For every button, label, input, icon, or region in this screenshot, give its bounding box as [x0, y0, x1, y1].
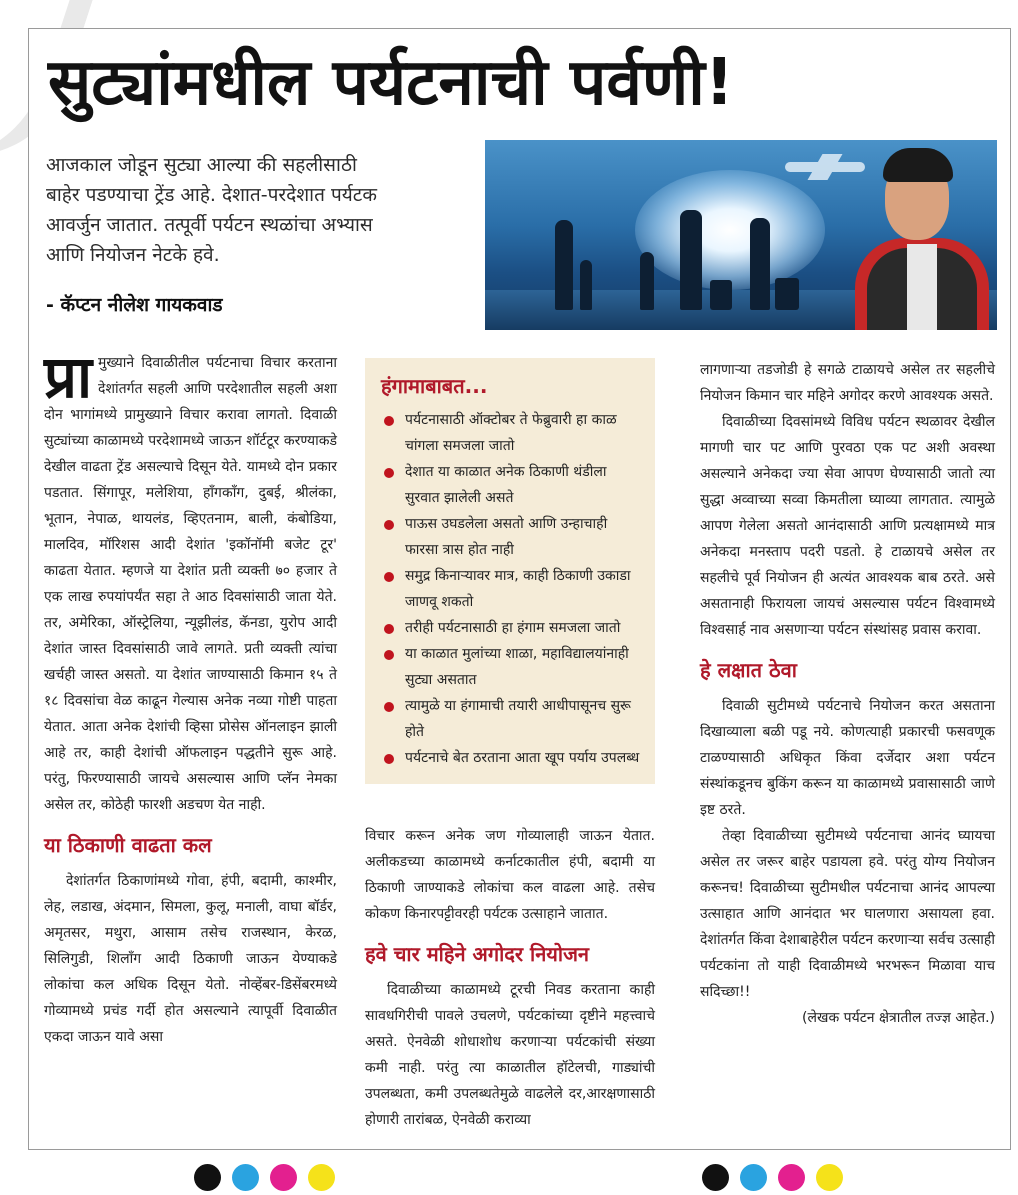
- traveler-silhouette: [555, 220, 573, 310]
- list-item: पर्यटनाचे बेत ठरताना आता खूप पर्याय उपलब्ध: [381, 745, 641, 771]
- list-item: देशात या काळात अनेक ठिकाणी थंडीला सुरवात झालेली असते: [381, 459, 641, 511]
- traveler-silhouette: [580, 260, 592, 310]
- headline: सुट्यांमधील पर्यटनाची पर्वणी!: [48, 46, 734, 120]
- registration-dot: [816, 1164, 843, 1191]
- season-info-box: [365, 358, 655, 784]
- column-1: [44, 343, 337, 1050]
- registration-dot: [778, 1164, 805, 1191]
- box-list: [381, 407, 641, 771]
- paragraph: दिवाळीच्या दिवसांमध्ये विविध पर्यटन स्थळावर देखील मागणी चार पट आणि पुरवठा एक पट अशी अवस्था असल्याने अनेकदा ज्या सेवा आपण घेण्यासाठी जातो त्या सुद्धा अव्वाच्या सव्वा किमतीला घ्याव्या लागतात. त्यामुळे आपण गेलेला असतो आनंदासाठी आणि प्रत्यक्षामध्ये मात्र अनेकदा मनस्ताप पदरी पडतो. हे टाळायचे असेल तर सहलीचे पूर्व नियोजन ही अत्यंत आवश्यक बाब ठरते. असे असतानाही फिरायला जायचं असल्यास पर्यटन विश्वामध्ये विश्वसार्ह नाव असणाऱ्या पर्यटन संस्थांसह प्रवास करावा.: [700, 414, 995, 638]
- list-item: पाऊस उघडलेला असतो आणि उन्हाचाही फारसा त्रास होत नाही: [381, 511, 641, 563]
- traveler-silhouette: [640, 252, 654, 310]
- paragraph: लागणाऱ्या तडजोडी हे सगळे टाळायचे असेल तर सहलीचे नियोजन किमान चार महिने अगोदर करणे आवश्यक असते.: [700, 362, 995, 404]
- registration-dot: [232, 1164, 259, 1191]
- intro-line: आजकाल जोडून सुट्या आल्या की सहलीसाठी: [46, 154, 357, 176]
- suitcase-silhouette: [775, 278, 799, 310]
- paragraph: तेव्हा दिवाळीच्या सुटीमध्ये पर्यटनाचा आनंद घ्यायचा असेल तर जरूर बाहेर पडायला हवे. परंतु योग्य नियोजन करूनच! दिवाळीच्या सुटीमधील पर्यटनाचा आनंद आपल्या उत्साहात आणि आनंदात भर घालणारा असायला हवा. देशांतर्गत किंवा देशाबाहेरील पर्यटन करणाऱ्या सर्वच उत्साही पर्यटकांना तो याही दिवाळीमध्ये भरभरून मिळावा याच सदिच्छा!!: [700, 828, 995, 1000]
- author-note: (लेखक पर्यटन क्षेत्रातील तज्ज्ञ आहेत.): [802, 1010, 995, 1026]
- print-registration-marks-left: [194, 1164, 346, 1192]
- intro-line: बाहेर पडण्याचा ट्रेंड आहे. देशात-परदेशात पर्यटक: [46, 184, 377, 206]
- paragraph: [44, 343, 337, 818]
- list-item: तरीही पर्यटनासाठी हा हंगाम समजला जातो: [381, 615, 641, 641]
- list-item: या काळात मुलांच्या शाळा, महाविद्यालयांनाही सुट्या असतात: [381, 641, 641, 693]
- subheading: या ठिकाणी वाढता कल: [44, 833, 212, 857]
- author-portrait: [847, 140, 997, 330]
- sun-glow: [635, 170, 825, 290]
- registration-dot: [270, 1164, 297, 1191]
- subheading: हे लक्षात ठेवा: [700, 658, 797, 682]
- list-item: समुद्र किनाऱ्यावर मात्र, काही ठिकाणी उकाडा जाणवू शकतो: [381, 563, 641, 615]
- box-title: हंगामाबाबत...: [381, 374, 488, 398]
- portrait-shirt: [907, 244, 937, 330]
- list-item: पर्यटनासाठी ऑक्टोबर ते फेब्रुवारी हा काळ चांगला समजला जातो: [381, 407, 641, 459]
- paragraph: दिवाळी सुटीमध्ये पर्यटनाचे नियोजन करत असताना दिखाव्याला बळी पडू नये. कोणत्याही प्रकारची फसवणूक टाळण्यासाठी अधिकृत किंवा दर्जेदार अशा पर्यटन संस्थांकडूनच बुकिंग करून या काळामध्ये प्रवासासाठी जाणे इष्ट ठरते.: [700, 698, 995, 818]
- subheading: हवे चार महिने अगोदर नियोजन: [365, 942, 590, 966]
- paragraph-text: मुख्याने दिवाळीतील पर्यटनाचा विचार करताना देशांतर्गत सहली आणि परदेशातील सहली अशा दोन भागांमध्ये प्रामुख्याने विचार करावा लागतो. दिवाळी सुट्यांच्या काळामध्ये परदेशामध्ये जाऊन शॉर्टटूर करण्याकडे देखील वाढता ट्रेंड असल्याचे दिसून येते. यामध्ये दोन प्रकार पडतात. सिंगापूर, मलेशिया, हाँगकाँग, दुबई, श्रीलंका, भूतान, नेपाळ, थायलंड, व्हिएतनाम, बाली, कंबोडिया, मालदिव, मॉरिशस आदी देशांत 'इकॉनॉमी बजेट टूर' काढता येतात. म्हणजे या देशांत प्रती व्यक्ती ७० हजार ते एक लाख रुपयांपर्यंत सहा ते आठ दिवसांसाठी जाता येते. तर, अमेरिका, ऑस्ट्रेलिया, न्यूझीलंड, कॅनडा, युरोप आदी देशांत जास्त दिवसांसाठी जावे लागते. प्रती व्यक्ती त्यांचा खर्चही जास्त असतो. या देशांत जाण्यासाठी किमान १५ ते १८ दिवसांचा वेळ काढून गेल्यास अनेक नव्या गोष्टी पाहता येतात. आता अनेक देशांची व्हिसा प्रोसेस ऑनलाइन झाली आहे तर, काही देशांची ऑफलाइन पद्धतीने सुरू आहे. परंतु, फिरण्यासाठी जायचे असल्यास आणि प्लॅन नेमका असेल तर, कोठेही फारशी अडचण येत नाही.: [44, 355, 337, 813]
- drop-cap: प्रा: [44, 343, 93, 411]
- column-2: [365, 823, 655, 1133]
- paragraph: दिवाळीच्या काळामध्ये टूरची निवड करताना काही सावधगिरीची पावले उचलणे, पर्यटकांच्या दृष्टीने महत्त्वाचे असते. ऐनवेळी शोधाशोध करणाऱ्या पर्यटकांची संख्या कमी नाही. परंतु त्या काळातील हॉटेलची, गाड्यांची उपलब्धता, कमी उपलब्धतेमुळे वाढलेले दर,आरक्षणासाठी होणारी तारांबळ, ऐनवेळी कराव्या: [365, 982, 655, 1128]
- registration-dot: [194, 1164, 221, 1191]
- registration-dot: [702, 1164, 729, 1191]
- intro-text: [46, 150, 466, 270]
- portrait-hair: [883, 148, 953, 182]
- registration-dot: [308, 1164, 335, 1191]
- paragraph: देशांतर्गत ठिकाणांमध्ये गोवा, हंपी, बदामी, काश्मीर, लेह, लडाख, अंदमान, सिमला, कुलू, मनाली, वाघा बॉर्डर, अमृतसर, मथुरा, आसाम तसेच राजस्थान, केरळ, सिलिगुडी, शिलाँग आदी ठिकाणी जाऊन येण्याकडे लोकांचा कल अधिक दिसून येतो. नोव्हेंबर-डिसेंबरमध्ये गोव्यामध्ये प्रचंड गर्दी होत असल्याने त्यापूर्वी दिवाळीत एकदा जाऊन यावे असा: [44, 873, 337, 1045]
- intro-line: आणि नियोजन नेटके हवे.: [46, 244, 220, 266]
- intro-line: आवर्जुन जातात. तत्पूर्वी पर्यटन स्थळांचा अभ्यास: [46, 214, 373, 236]
- list-item: त्यामुळे या हंगामाची तयारी आधीपासूनच सुरू होते: [381, 693, 641, 745]
- byline: - कॅप्टन नीलेश गायकवाड: [46, 294, 223, 316]
- print-registration-marks-right: [702, 1164, 854, 1192]
- column-3: [700, 357, 995, 1031]
- registration-dot: [740, 1164, 767, 1191]
- traveler-silhouette: [750, 218, 770, 310]
- article-photo: [485, 140, 997, 330]
- traveler-silhouette: [680, 210, 702, 310]
- suitcase-silhouette: [710, 280, 732, 310]
- paragraph: विचार करून अनेक जण गोव्यालाही जाऊन येतात. अलीकडच्या काळामध्ये कर्नाटकातील हंपी, बदामी या ठिकाणी जाण्याकडे लोकांचा कल वाढला आहे. तसेच कोकण किनारपट्टीवरही पर्यटक उत्साहाने जातात.: [365, 828, 655, 922]
